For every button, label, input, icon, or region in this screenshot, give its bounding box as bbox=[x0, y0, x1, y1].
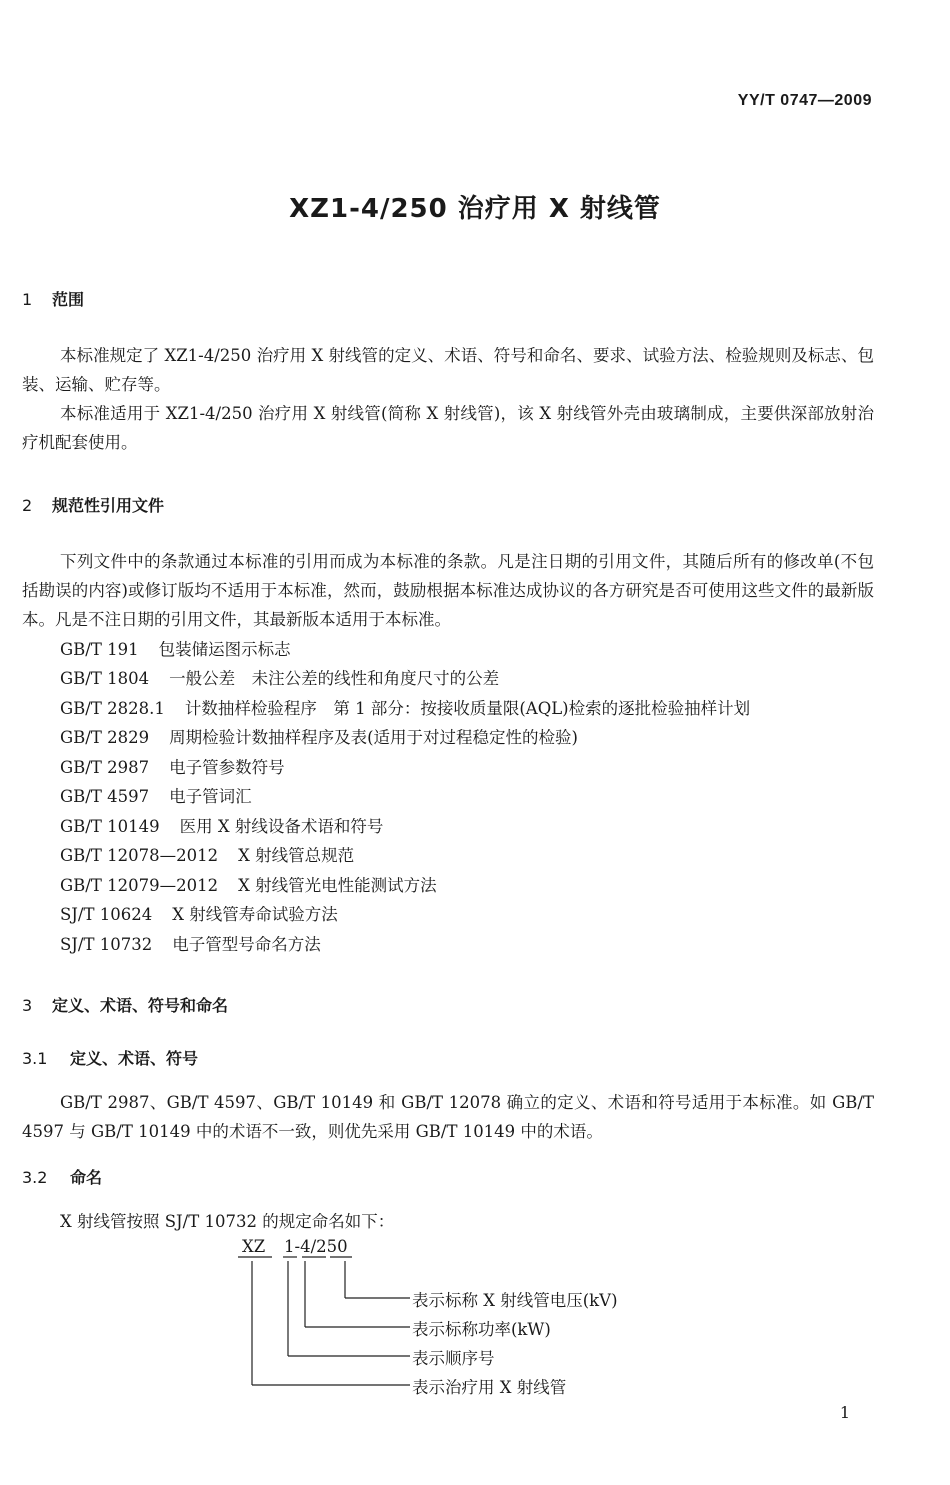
subsection-title: 定义、术语、符号 bbox=[70, 1049, 199, 1068]
reference-item bbox=[60, 816, 383, 838]
reference-item bbox=[60, 875, 437, 897]
document-title: XZ1-4/250 治疗用 X 射线管 bbox=[289, 194, 661, 224]
reference-code: GB/T 2987 bbox=[60, 758, 150, 777]
reference-title: 电子管词汇 bbox=[169, 787, 252, 806]
reference-item bbox=[60, 904, 338, 926]
section-2-intro: 下列文件中的条款通过本标准的引用而成为本标准的条款。凡是注日期的引用文件，其随后所有的修改单(不包括勘误的内容)或修订版均不适用于本标准，然而，鼓励根据本标准达成协议的各方研究是否可使用这些文件的最新版本。凡是不注日期的引用文件，其最新版本适用于本标准。 bbox=[22, 552, 874, 629]
subsection-3-2-heading bbox=[22, 1165, 102, 1188]
reference-title: X 射线管总规范 bbox=[238, 846, 355, 865]
section-1-heading bbox=[22, 287, 84, 310]
reference-code: GB/T 12078—2012 bbox=[60, 846, 219, 865]
reference-title: X 射线管寿命试验方法 bbox=[172, 905, 338, 924]
subsection-number: 3.1 bbox=[22, 1049, 48, 1068]
section-title: 规范性引用文件 bbox=[52, 496, 165, 515]
label-power: 表示标称功率(kW) bbox=[412, 1320, 551, 1339]
subsection-3-1-text: GB/T 2987、GB/T 4597、GB/T 10149 和 GB/T 12078 确立的定义、术语和符号适用于本标准。如 GB/T 4597 与 GB/T 10149 中的术语不一致，则优先采用 GB/T 10149 中的术语。 bbox=[22, 1093, 874, 1141]
section-1-paragraph-1: 本标准规定了 XZ1-4/250 治疗用 X 射线管的定义、术语、符号和命名、要求、试验方法、检验规则及标志、包装、运输、贮存等。 bbox=[22, 346, 874, 394]
reference-title: 包装储运图示标志 bbox=[158, 640, 291, 659]
reference-code: GB/T 191 bbox=[60, 640, 139, 659]
section-number: 2 bbox=[22, 496, 33, 515]
section-2-heading bbox=[22, 493, 164, 516]
reference-item bbox=[60, 845, 354, 867]
reference-title: 周期检验计数抽样程序及表(适用于对过程稳定性的检验) bbox=[169, 728, 578, 747]
reference-code: GB/T 4597 bbox=[60, 787, 150, 806]
page-number: 1 bbox=[839, 1403, 850, 1422]
reference-item bbox=[60, 727, 578, 749]
label-therapy-tube: 表示治疗用 X 射线管 bbox=[412, 1378, 567, 1397]
reference-code: GB/T 10149 bbox=[60, 817, 160, 836]
reference-title: 计数抽样检验程序 第 1 部分：按接收质量限(AQL)检索的逐批检验抽样计划 bbox=[184, 699, 751, 718]
section-title: 范围 bbox=[52, 290, 85, 309]
reference-item bbox=[60, 698, 750, 720]
reference-code: SJ/T 10732 bbox=[60, 935, 153, 954]
reference-title: 医用 X 射线设备术语和符号 bbox=[179, 817, 384, 836]
subsection-3-2-text: X 射线管按照 SJ/T 10732 的规定命名如下： bbox=[60, 1212, 395, 1231]
subsection-number: 3.2 bbox=[22, 1168, 48, 1187]
reference-code: GB/T 2828.1 bbox=[60, 699, 165, 718]
reference-code: GB/T 2829 bbox=[60, 728, 150, 747]
reference-item bbox=[60, 757, 285, 779]
reference-item bbox=[60, 934, 321, 956]
reference-title: 电子管型号命名方法 bbox=[172, 935, 321, 954]
model-suffix: 1-4/250 bbox=[284, 1237, 348, 1256]
model-prefix: XZ bbox=[242, 1237, 266, 1256]
reference-code: GB/T 1804 bbox=[60, 669, 150, 688]
label-voltage: 表示标称 X 射线管电压(kV) bbox=[412, 1291, 618, 1310]
reference-code: SJ/T 10624 bbox=[60, 905, 153, 924]
reference-code: GB/T 12079—2012 bbox=[60, 876, 219, 895]
standard-code: YY/T 0747—2009 bbox=[737, 92, 872, 109]
reference-title: X 射线管光电性能测试方法 bbox=[238, 876, 437, 895]
model-naming-diagram bbox=[220, 1233, 680, 1403]
section-1-paragraph-2: 本标准适用于 XZ1-4/250 治疗用 X 射线管(简称 X 射线管)，该 X 射线管外壳由玻璃制成，主要供深部放射治疗机配套使用。 bbox=[22, 404, 874, 452]
section-title: 定义、术语、符号和命名 bbox=[52, 996, 229, 1015]
reference-item bbox=[60, 786, 252, 808]
section-number: 3 bbox=[22, 996, 33, 1015]
reference-title: 一般公差 未注公差的线性和角度尺寸的公差 bbox=[169, 669, 500, 688]
subsection-title: 命名 bbox=[70, 1168, 103, 1187]
subsection-3-1-heading bbox=[22, 1046, 198, 1069]
reference-title: 电子管参数符号 bbox=[169, 758, 285, 777]
reference-item bbox=[60, 639, 291, 661]
label-sequence: 表示顺序号 bbox=[412, 1349, 495, 1368]
reference-item bbox=[60, 668, 499, 690]
section-number: 1 bbox=[22, 290, 33, 309]
section-3-heading bbox=[22, 993, 228, 1016]
